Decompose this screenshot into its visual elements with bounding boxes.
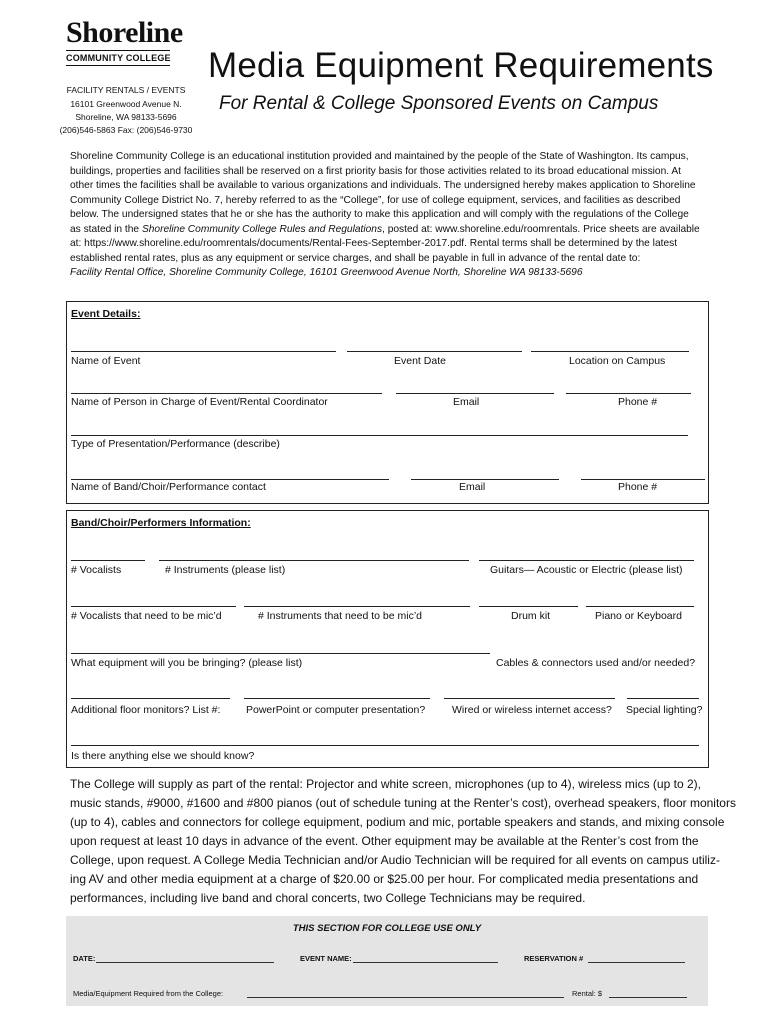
lighting-label: Special lighting? xyxy=(626,704,703,716)
name-of-event-label: Name of Event xyxy=(71,355,141,367)
department-name: FACILITY RENTALS / EVENTS xyxy=(66,85,186,95)
band-contact-field[interactable] xyxy=(71,479,389,480)
date-field[interactable] xyxy=(96,962,274,963)
anything-else-field[interactable] xyxy=(71,745,699,746)
address-line-2: Shoreline, WA 98133-5696 xyxy=(75,112,177,122)
instrument-mic-field[interactable] xyxy=(244,606,470,607)
piano-label: Piano or Keyboard xyxy=(595,610,682,622)
band-email-field[interactable] xyxy=(411,479,559,480)
intro-line: buildings, properties and facilities shall be reserved on a first priority basis for those activities related to its broad educational mission. At xyxy=(70,165,681,177)
logo-rule xyxy=(66,50,170,51)
page-subtitle: For Rental & College Sponsored Events on Campus xyxy=(219,93,659,114)
cables-label: Cables & connectors used and/or needed? xyxy=(496,657,696,669)
monitors-field[interactable] xyxy=(71,698,230,699)
supply-line: upon request at least 10 days in advance of the event. Other equipment may be available at the Renter’s cost from the xyxy=(70,834,699,848)
piano-field[interactable] xyxy=(586,606,694,607)
supply-line: ing AV and other media equipment at a charge of $20.00 or $25.00 per hour. For complicated media presentations and xyxy=(70,872,699,886)
person-in-charge-label: Name of Person in Charge of Event/Rental Coordinator xyxy=(71,396,328,408)
supply-line: The College will supply as part of the rental: Projector and white screen, microphones (up to 4), wireless mics (up to 2), xyxy=(70,777,701,791)
performers-section xyxy=(66,510,709,768)
presentation-type-label: Type of Presentation/Performance (describe) xyxy=(71,438,280,450)
lighting-field[interactable] xyxy=(627,698,699,699)
office-event-name-field[interactable] xyxy=(353,962,498,963)
drum-kit-field[interactable] xyxy=(479,606,578,607)
rules-title: Shoreline Community College Rules and Regulations xyxy=(141,223,383,235)
location-field[interactable] xyxy=(531,351,689,352)
instruments-field[interactable] xyxy=(159,560,469,561)
event-details-heading: Event Details: xyxy=(71,308,141,320)
powerpoint-field[interactable] xyxy=(244,698,430,699)
address-line-1: 16101 Greenwood Avenue N. xyxy=(70,99,182,109)
intro-text: as stated in the xyxy=(70,223,142,235)
supply-line: performances, including live band and choral concerts, two College Technicians may be required. xyxy=(70,891,586,905)
media-required-label: Media/Equipment Required from the College: xyxy=(73,989,224,998)
intro-line: at: https://www.shoreline.edu/roomrentals/documents/Rental-Fees-September-2017.pdf. Rental terms shall be determined by the latest xyxy=(70,238,678,249)
event-name-field[interactable] xyxy=(71,351,336,352)
supply-line: music stands, #9000, #1600 and #800 pianos (out of schedule tuning at the Renter’s cost), overhead speakers, floor monitors xyxy=(70,796,736,810)
supply-line: (up to 4), cables and connectors for college equipment, podium and mic, portable speakers and stands, and mixing console xyxy=(70,815,725,829)
intro-line: other times the facilities shall be available to various organizations and individuals. The undersigned hereby makes application to Shoreline xyxy=(70,180,696,191)
media-required-field[interactable] xyxy=(247,997,564,998)
rental-label: Rental: $ xyxy=(572,989,603,998)
intro-line: Shoreline Community College is an educational institution provided and maintained by the people of the State of Washington. Its campus, xyxy=(70,151,689,162)
reservation-label: RESERVATION # xyxy=(524,954,584,963)
powerpoint-label: PowerPoint or computer presentation? xyxy=(246,704,426,716)
intro-line: Community College District No. 7, hereby referred to as the “College”, for use of college equipment, services, and facilities as described xyxy=(70,194,681,206)
band-contact-label: Name of Band/Choir/Performance contact xyxy=(71,481,266,493)
performers-heading: Band/Choir/Performers Information: xyxy=(71,517,251,529)
intro-line xyxy=(70,223,710,238)
anything-else-label: Is there anything else we should know? xyxy=(71,750,255,762)
vocal-mic-field[interactable] xyxy=(71,606,236,607)
supply-paragraph xyxy=(70,775,736,908)
email-label: Email xyxy=(453,396,480,408)
presentation-type-field[interactable] xyxy=(71,435,688,436)
event-date-label: Event Date xyxy=(394,355,446,367)
vocalists-label: # Vocalists xyxy=(71,564,122,576)
guitars-label: Guitars— Acoustic or Electric (please list) xyxy=(490,564,683,576)
instrument-mic-label: # Instruments that need to be mic’d xyxy=(258,610,423,622)
event-name-label: EVENT NAME: xyxy=(300,954,352,963)
coordinator-name-field[interactable] xyxy=(71,393,382,394)
reservation-field[interactable] xyxy=(588,962,685,963)
intro-line: below. The undersigned states that he or she has the authority to make this application and will comply with the regulations of the College xyxy=(70,209,689,220)
phone-fax: (206)546-5863 Fax: (206)546-9730 xyxy=(59,125,193,135)
logo-subtitle: COMMUNITY COLLEGE xyxy=(66,53,171,63)
intro-paragraph xyxy=(70,150,710,281)
band-phone-field[interactable] xyxy=(581,479,705,480)
phone-label: Phone # xyxy=(618,396,658,408)
phone-label: Phone # xyxy=(618,481,658,493)
bringing-field[interactable] xyxy=(71,653,490,654)
coordinator-email-field[interactable] xyxy=(396,393,554,394)
college-use-title: THIS SECTION FOR COLLEGE USE ONLY xyxy=(292,923,482,934)
rental-field[interactable] xyxy=(609,997,687,998)
internet-field[interactable] xyxy=(444,698,615,699)
location-label: Location on Campus xyxy=(569,355,666,367)
rental-office-address: Facility Rental Office, Shoreline Community College, 16101 Greenwood Avenue North, Shoreline WA 98133-5696 xyxy=(70,267,583,278)
guitars-field[interactable] xyxy=(479,560,694,561)
monitors-label: Additional floor monitors? List #: xyxy=(71,704,221,716)
instruments-label: # Instruments (please list) xyxy=(165,564,286,576)
event-date-field[interactable] xyxy=(347,351,522,352)
logo-rule-bottom xyxy=(66,65,170,66)
logo-name: Shoreline xyxy=(66,16,183,49)
drum-kit-label: Drum kit xyxy=(511,610,551,622)
internet-label: Wired or wireless internet access? xyxy=(452,704,612,716)
vocal-mic-label: # Vocalists that need to be mic’d xyxy=(71,610,222,622)
page-title: Media Equipment Requirements xyxy=(208,46,714,85)
coordinator-phone-field[interactable] xyxy=(566,393,691,394)
date-label: DATE: xyxy=(73,954,96,963)
intro-line: established rental rates, plus as any equipment or service charges, and shall be payable in full in advance of the rental date to: xyxy=(70,252,641,264)
intro-text: , posted at: www.shoreline.edu/roomrentals. Price sheets are available xyxy=(382,223,700,235)
bringing-label: What equipment will you be bringing? (please list) xyxy=(71,657,303,669)
email-label: Email xyxy=(459,481,486,493)
college-use-section xyxy=(66,916,708,1006)
vocalists-field[interactable] xyxy=(71,560,145,561)
supply-line: College, upon request. A College Media Technician and/or Audio Technician will be required for all events on campus utiliz- xyxy=(70,853,720,867)
